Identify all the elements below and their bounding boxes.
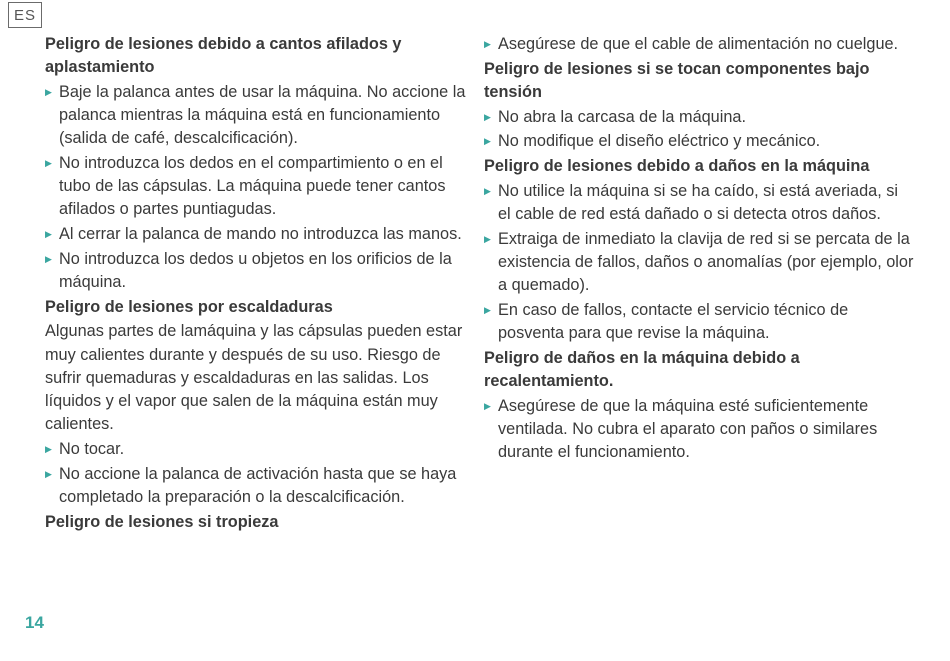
list-item: ▶ Al cerrar la palanca de mando no introduzca las manos. xyxy=(45,223,470,246)
list-item: ▶ No tocar. xyxy=(45,438,470,461)
left-column xyxy=(45,33,470,535)
bullet-arrow-icon: ▶ xyxy=(45,253,52,264)
list-item: ▶ No utilice la máquina si se ha caído, si está averiada, si el cable de red está dañado o si detecta otros daños. xyxy=(484,181,899,223)
bullet-arrow-icon: ▶ xyxy=(484,136,491,147)
list-item: ▶ Baje la palanca antes de usar la máquina. No accione la palanca mientras la máquina está en funcionamiento (salida de café, descalcificación). xyxy=(45,82,466,148)
bullet-arrow-icon: ▶ xyxy=(484,304,491,315)
list-item: ▶ Asegúrese de que la máquina esté suficientemente ventilada. No cubra el aparato con paños o similares durante el funcionamiento. xyxy=(484,396,878,461)
bullet-arrow-icon: ▶ xyxy=(484,111,491,122)
paragraph: Algunas partes de lamáquina y las cápsulas pueden estar muy calientes durante y después de su uso. Riesgo de sufrir quemaduras y escaldaduras en las salidas. Los líquidos y el vapor que salen de la máquina están muy calientes. xyxy=(45,322,463,434)
list-item: ▶ Asegúrese de que el cable de alimentación no cuelgue. xyxy=(484,33,914,56)
section-heading: Peligro de lesiones por escaldaduras xyxy=(45,297,333,316)
list-item: ▶ No modifique el diseño eléctrico y mecánico. xyxy=(484,130,914,153)
bullet-arrow-icon: ▶ xyxy=(484,400,491,411)
language-badge: ES xyxy=(8,2,42,28)
page-number: 14 xyxy=(25,613,44,632)
section-heading: Peligro de lesiones si se tocan componentes bajo tensión xyxy=(484,59,870,101)
section-heading: Peligro de lesiones si tropieza xyxy=(45,512,279,531)
bullet-arrow-icon: ▶ xyxy=(45,86,52,97)
list-item: ▶ No accione la palanca de activación hasta que se haya completado la preparación o la descalcificación. xyxy=(45,464,457,506)
list-item: ▶ No abra la carcasa de la máquina. xyxy=(484,106,914,129)
bullet-arrow-icon: ▶ xyxy=(484,233,491,244)
section-heading: Peligro de daños en la máquina debido a recalentamiento. xyxy=(484,348,800,390)
list-item: ▶ No introduzca los dedos u objetos en los orificios de la máquina. xyxy=(45,249,452,292)
list-item: ▶ Extraiga de inmediato la clavija de red si se percata de la existencia de fallos, daños o anomalías (por ejemplo, olor a quemado). xyxy=(484,229,914,295)
bullet-arrow-icon: ▶ xyxy=(45,158,52,169)
right-column xyxy=(484,33,914,466)
section-heading: Peligro de lesiones debido a daños en la máquina xyxy=(484,157,870,176)
bullet-arrow-icon: ▶ xyxy=(45,443,52,454)
list-item: ▶ No introduzca los dedos en el compartimiento o en el tubo de las cápsulas. La máquina puede tener cantos afilados o partes puntiagudas. xyxy=(45,154,446,219)
section-heading: Peligro de lesiones debido a cantos afilados y aplastamiento xyxy=(45,35,402,77)
bullet-arrow-icon: ▶ xyxy=(484,185,491,196)
bullet-arrow-icon: ▶ xyxy=(45,229,52,240)
bullet-arrow-icon: ▶ xyxy=(45,468,52,479)
bullet-arrow-icon: ▶ xyxy=(484,39,491,49)
list-item: ▶ En caso de fallos, contacte el servicio técnico de posventa para que revise la máquina. xyxy=(484,300,849,342)
